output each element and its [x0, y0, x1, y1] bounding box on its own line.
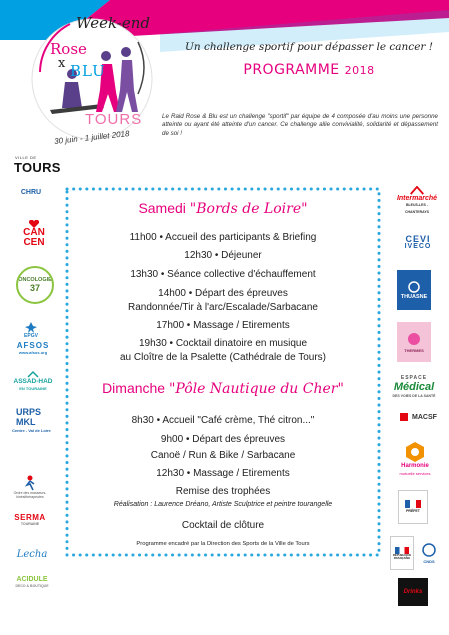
- medical-text: Médical: [393, 380, 435, 393]
- kine-figure-icon: [23, 475, 37, 491]
- french-flag-icon: [405, 500, 421, 508]
- harmonie-icon: [404, 441, 426, 463]
- acidule-text: ACIDULE: [16, 576, 48, 583]
- acidule-logo: [12, 574, 52, 592]
- saturday-line: 19h30 • Cocktail dinatoire en musique: [138, 338, 308, 349]
- saturday-place: "Bords de Loire": [189, 201, 308, 217]
- espace-sub: DES VOIES DE LA SANTÉ: [392, 393, 436, 398]
- cancen-line2: CEN: [23, 237, 45, 248]
- urps-sub: Centre - Val de Loire: [12, 427, 51, 433]
- intro-text: Le Raid Rose & Blu est un challenge "sportif" par équipe de 4 composée d'au moins une personne atteinte ou ayant été atteinte d'un cancer. Ce challenge allie convivialité, solidarité et dépassement de soi !: [162, 113, 438, 137]
- urps-mkl-logo: [8, 403, 58, 437]
- thuasne-logo: [397, 270, 431, 310]
- tagline: Un challenge sportif pour dépasser le cancer !: [185, 41, 433, 53]
- drinks-logo: [398, 578, 428, 606]
- saturday-line: 12h30 • Déjeuner: [184, 250, 262, 261]
- epgv-logo: [18, 318, 44, 342]
- logo-blu: BLU: [70, 62, 106, 80]
- logo-weekend: Week-end: [76, 14, 150, 32]
- house-icon: [27, 370, 39, 378]
- lecha-text: Lecha: [16, 548, 48, 560]
- prefet-text: PRÉFET: [406, 508, 420, 513]
- lecha-logo: [14, 545, 50, 563]
- assad-had-logo: [10, 370, 56, 392]
- ordre-kine-logo: [12, 472, 48, 502]
- realisation-credit: Réalisation : Laurence Dréano, Artiste Sculptrice et peintre tourangelle: [113, 501, 333, 508]
- rose-blu-logo: [10, 12, 162, 147]
- logo-dates: 30 juin - 1 juillet 2018: [53, 129, 130, 146]
- sunday-day: Dimanche: [102, 380, 169, 396]
- assad-sub: EN TOURAINE: [19, 386, 47, 391]
- afsos-text: AFSOS: [16, 341, 50, 350]
- epgv-text: EPGV: [24, 332, 38, 339]
- program-footer: Programme encadré par la Direction des Sports de la Ville de Tours: [136, 541, 310, 547]
- afsos-sub: www.afsos.org: [18, 350, 48, 355]
- sunday-line: 9h00 • Départ des épreuves: [160, 434, 286, 445]
- serma-text: SERMA: [14, 513, 46, 522]
- intermarche-sub: BLEUS-LES - CHANTERAYS: [405, 203, 429, 214]
- ordre-text: Ordre des masseurs-kinésithérapeutes: [13, 491, 47, 499]
- acidule-sub: DECO & BOUTIQUE: [15, 584, 49, 588]
- intermarche-text: Intermarché: [396, 195, 438, 202]
- serma-logo: [10, 512, 50, 530]
- cevi-text: CEVI: [405, 234, 431, 244]
- assad-text: ASSAD-HAD: [13, 378, 53, 385]
- sunday-line: Remise des trophées: [175, 486, 271, 497]
- saturday-day: Samedi: [138, 200, 190, 216]
- urps-line1: URPS: [16, 406, 42, 417]
- republique-logo: [390, 536, 414, 570]
- oncologie-text: ONCOLOGIE: [18, 277, 52, 283]
- sunday-place: "Pôle Nautique du Cher": [168, 381, 344, 397]
- espace-medical-logo: [386, 372, 442, 402]
- sunday-title: [64, 380, 382, 397]
- saturday-line: Randonnée/Tir à l'arc/Escalade/Sarbacane: [128, 302, 318, 313]
- urps-line2: MKL: [16, 416, 36, 427]
- macsf-icon: [399, 412, 409, 422]
- cnds-logo: [416, 536, 442, 570]
- figure-icon: [24, 321, 38, 333]
- cancen-logo: [16, 215, 52, 253]
- ville-label: VILLE DE: [15, 155, 37, 160]
- oncologie-num: 37: [29, 283, 40, 293]
- macsf-text: MACSF: [412, 413, 437, 421]
- thuasne-icon: [407, 280, 421, 294]
- program-year: 2018: [344, 64, 375, 77]
- thermes-text: THERMES: [404, 347, 424, 353]
- logo-rose: Rose: [50, 40, 87, 58]
- chru-text: CHRU: [20, 188, 42, 196]
- sunday-line: Canoë / Run & Bike / Sarbacane: [150, 450, 296, 461]
- saturday-title: [64, 200, 382, 217]
- oncologie37-logo: [12, 265, 58, 305]
- sunday-line: 8h30 • Accueil "Café crème, Thé citron...": [131, 415, 315, 426]
- thuasne-text: THUASNE: [400, 293, 428, 300]
- prefet-logo: [398, 490, 428, 524]
- afsos-logo: [10, 340, 56, 358]
- program-box: [64, 186, 382, 558]
- rf-text: RÉPUBLIQUE FRANÇAISE: [392, 552, 412, 560]
- saturday-line: 14h00 • Départ des épreuves: [158, 288, 288, 299]
- sunday-line: 12h30 • Massage / Etirements: [156, 468, 290, 479]
- cancen-line1: CAN: [23, 227, 45, 238]
- saturday-line: au Cloître de la Psalette (Cathédrale de Tours): [119, 352, 327, 363]
- saturday-line: 13h30 • Séance collective d'échauffement: [130, 269, 316, 280]
- program-title: [178, 62, 440, 78]
- saturday-line: 11h00 • Accueil des participants & Briefing: [129, 232, 317, 243]
- intermarche-logo: [394, 186, 440, 216]
- drinks-text: Drinks: [403, 588, 423, 595]
- intermarche-icon: [408, 186, 426, 195]
- serma-sub: TOURAINE: [20, 522, 40, 526]
- cevi-iveco-logo: [398, 228, 438, 258]
- macsf-logo: [396, 408, 440, 426]
- closing-line: Cocktail de clôture: [181, 520, 265, 531]
- thermes-logo: [397, 322, 431, 362]
- cnds-icon: [421, 542, 437, 558]
- oncologie-ring: [13, 265, 57, 305]
- saturday-line: 17h00 • Massage / Etirements: [156, 320, 290, 331]
- harmonie-logo: [390, 436, 440, 482]
- chru-logo: [14, 183, 48, 201]
- logo-x: x: [58, 56, 66, 71]
- program-word: PROGRAMME: [243, 62, 340, 78]
- logo-tours: TOURS: [85, 111, 143, 128]
- harmonie-sub: mutuelle services: [399, 471, 431, 476]
- espace-text: ESPACE: [400, 374, 428, 381]
- ville-tours-logo: TOURS: [14, 160, 61, 175]
- iveco-text: IVECO: [404, 243, 432, 250]
- thermes-icon: [406, 331, 422, 347]
- cnds-text: CNDS: [423, 558, 435, 564]
- harmonie-text: Harmonie: [401, 463, 429, 469]
